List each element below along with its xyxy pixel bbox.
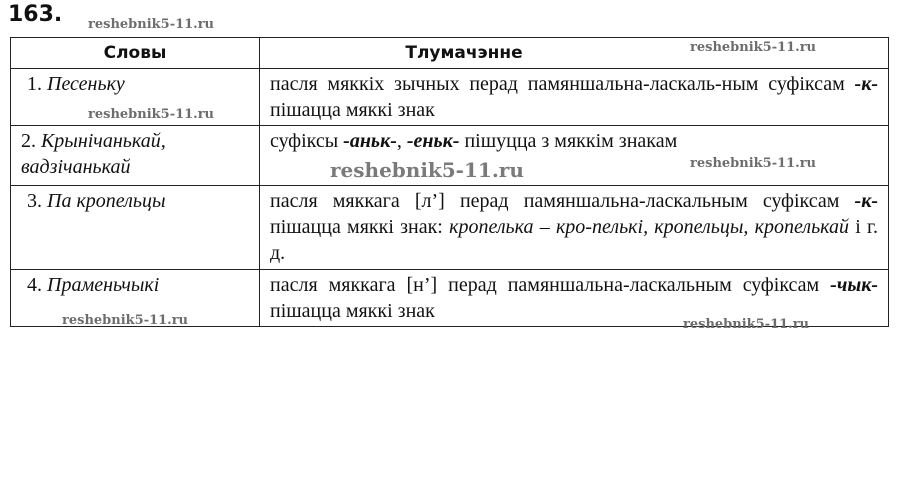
watermark-text: reshebnik5-11.ru — [330, 158, 524, 182]
watermark-text: reshebnik5-11.ru — [690, 156, 817, 171]
word-cell — [11, 186, 260, 270]
suffix: -чык- — [830, 274, 878, 296]
explanation-table — [10, 37, 889, 327]
row-number: 2. — [21, 130, 36, 152]
explanation-cell — [260, 186, 889, 270]
word-text: Крынічанькай, вадзічанькай — [21, 130, 166, 178]
row-number: 3. — [27, 190, 42, 212]
suffix: -аньк- — [343, 130, 397, 152]
watermark-text: reshebnik5-11.ru — [683, 317, 810, 332]
explanation-text: і г. д. — [270, 216, 878, 264]
explanation-text: суфіксы — [270, 130, 344, 152]
row-number: 1. — [27, 73, 42, 95]
watermark-text: reshebnik5-11.ru — [62, 313, 189, 328]
word-text: Па кропельцы — [47, 190, 166, 212]
explanation-text: , — [396, 130, 407, 152]
column-header-words: Словы — [11, 38, 260, 69]
suffix: -к- — [854, 190, 878, 212]
explanation-cell — [260, 69, 889, 126]
explanation-text: пішуцца з мяккім знакам — [459, 130, 678, 152]
explanation-text: пасля мяккіх зычных перад памяншальна-ласкаль-ным суфіксам — [270, 73, 855, 95]
examples-text: кропелька – кро-пелькі, кропельцы, кропелькай — [449, 216, 850, 238]
table-row — [11, 186, 889, 270]
suffix: -к- — [854, 73, 878, 95]
word-text: Праменьчыкі — [47, 274, 160, 296]
suffix: -еньк- — [406, 130, 460, 152]
explanation-text: пасля мяккага [л’] перад памяншальна-ласкальным суфіксам — [270, 190, 855, 212]
explanation-text: пішацца мяккі знак — [270, 99, 435, 121]
exercise-number: 163. — [8, 2, 63, 27]
explanation-text: пасля мяккага [н’] перад памяншальна-ласкальным суфіксам — [270, 274, 831, 296]
explanation-text: пішацца мяккі знак — [270, 300, 435, 322]
explanation-text: пішацца мяккі знак: — [270, 216, 450, 238]
watermark-text: reshebnik5-11.ru — [88, 107, 215, 122]
word-cell — [11, 126, 260, 186]
column-header-explanation-label: Тлумачэнне — [405, 43, 523, 63]
watermark-text: reshebnik5-11.ru — [690, 40, 817, 55]
row-number: 4. — [27, 274, 42, 296]
word-text: Песеньку — [47, 73, 125, 95]
watermark-text: reshebnik5-11.ru — [88, 17, 215, 32]
